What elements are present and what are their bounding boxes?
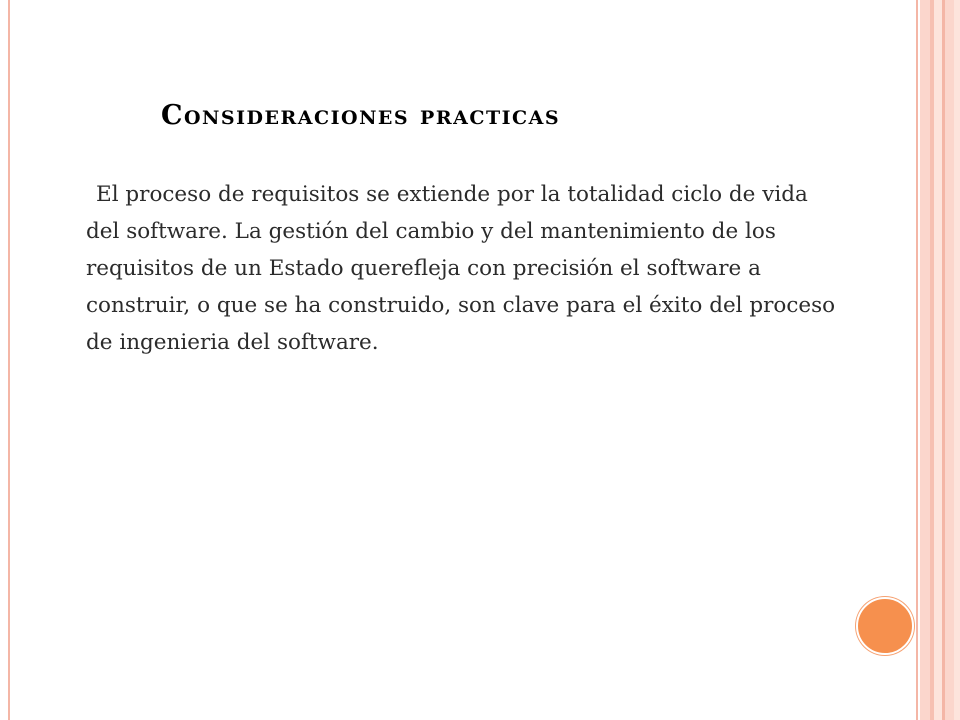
slide-title: Consideraciones practicas — [161, 100, 561, 131]
slide-body-text: El proceso de requisitos se extiende por la totalidad ciclo de vida del software. La gestión del cambio y del mantenimiento de los requisitos de un Estado querefleja con precisión el software a construir, o que se ha construido, son clave para el éxito del proceso de ingenieria del software. — [86, 182, 836, 355]
decorative-stripe — [934, 0, 942, 720]
decorative-stripe — [954, 0, 960, 720]
decorative-stripe — [920, 0, 930, 720]
decorative-stripe — [945, 0, 954, 720]
decorative-circle — [856, 597, 914, 655]
